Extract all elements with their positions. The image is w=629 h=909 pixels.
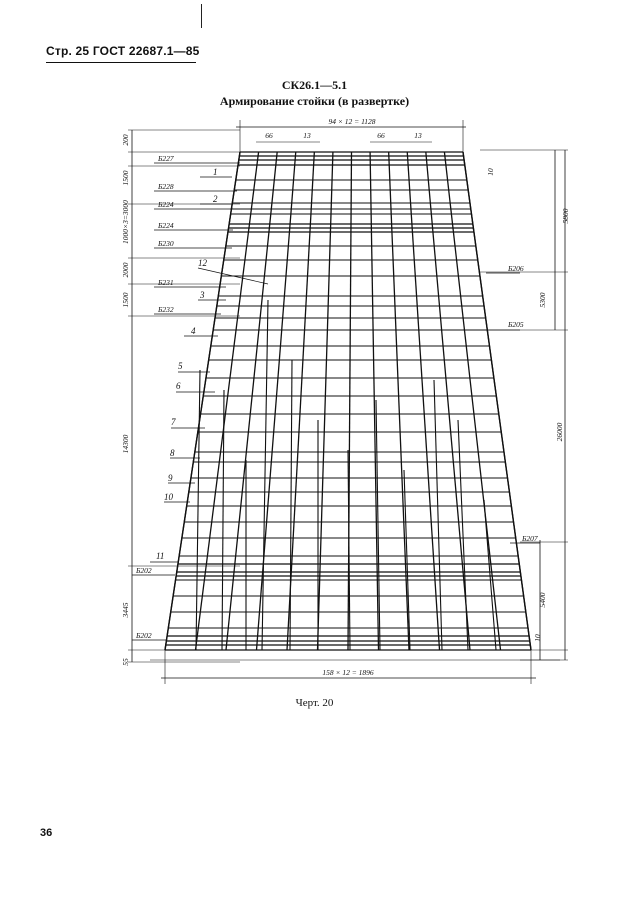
bar-label-b202a: Б202 xyxy=(136,566,152,575)
bar-label-b224a: Б224 xyxy=(158,200,174,209)
position-8: 8 xyxy=(170,448,175,458)
longitudinal-bar xyxy=(370,152,378,650)
position-2: 2 xyxy=(213,194,218,204)
right-dim-10b: 10 xyxy=(533,634,542,642)
left-dim-2000: 2000 xyxy=(121,262,130,278)
bar-label-b206: Б206 xyxy=(508,264,524,273)
longitudinal-bar xyxy=(318,152,333,650)
page-number: 36 xyxy=(40,827,53,839)
longitudinal-bar xyxy=(426,152,470,650)
right-dim-5300: 5300 xyxy=(538,292,547,308)
additional-bar xyxy=(262,300,268,650)
figure-caption: Черт. 20 xyxy=(295,697,334,709)
top-spacing-label-4: 13 xyxy=(414,131,422,140)
longitudinal-bar xyxy=(165,152,240,650)
position-1: 1 xyxy=(213,167,218,177)
additional-bar xyxy=(434,380,442,650)
top-spacing-label-1: 66 xyxy=(265,131,273,140)
left-dim-200: 200 xyxy=(121,134,130,146)
reinforcement-grid xyxy=(165,152,531,650)
bar-label-b228: Б228 xyxy=(158,182,174,191)
longitudinal-bar xyxy=(444,152,500,650)
additional-bar xyxy=(484,500,496,650)
position-9: 9 xyxy=(168,473,173,483)
position-7: 7 xyxy=(171,417,176,427)
bar-label-b207: Б207 xyxy=(522,534,538,543)
right-dim-10a: 10 xyxy=(486,168,495,176)
longitudinal-bar xyxy=(287,152,314,650)
bar-label-b227: Б227 xyxy=(158,154,174,163)
additional-bar xyxy=(196,370,200,650)
position-3: 3 xyxy=(200,290,205,300)
page-header: Стр. 25 ГОСТ 22687.1—85 xyxy=(46,44,200,58)
bar-label-b232: Б232 xyxy=(158,305,174,314)
position-11: 11 xyxy=(156,551,165,561)
position-12: 12 xyxy=(198,258,207,268)
position-4: 4 xyxy=(191,326,196,336)
left-dim-3445: 3445 xyxy=(121,602,130,618)
left-dim-55: 55 xyxy=(121,658,130,666)
position-6: 6 xyxy=(176,381,181,391)
top-spacing-label-2: 13 xyxy=(303,131,311,140)
longitudinal-bar xyxy=(226,152,277,650)
longitudinal-bar xyxy=(196,152,259,650)
bar-label-b202b: Б202 xyxy=(136,631,152,640)
additional-bar xyxy=(290,360,292,650)
bottom-dimension-label: 158 × 12 = 1896 xyxy=(322,668,374,677)
right-dim-5400: 5400 xyxy=(538,592,547,608)
longitudinal-bar xyxy=(257,152,296,650)
bar-label-b231: Б231 xyxy=(158,278,174,287)
bar-label-b205: Б205 xyxy=(508,320,524,329)
left-dim-1500a: 1500 xyxy=(121,170,130,186)
longitudinal-bar xyxy=(389,152,409,650)
bar-label-b224b: Б224 xyxy=(158,221,174,230)
right-dim-5800: 5800 xyxy=(561,208,570,224)
right-dim-26000: 26000 xyxy=(555,422,564,442)
left-dim-1500b: 1500 xyxy=(121,292,130,308)
bar-label-b230: Б230 xyxy=(158,239,174,248)
left-dim-14300: 14300 xyxy=(121,434,130,454)
top-dimension-label: 94 × 12 = 1128 xyxy=(328,117,376,126)
top-spacing-label-3: 66 xyxy=(377,131,385,140)
left-dim-3000: 1000×3=3000 xyxy=(121,200,130,244)
drawing-mark: СК26.1—5.1 xyxy=(281,78,348,92)
position-10: 10 xyxy=(164,492,173,502)
longitudinal-bar xyxy=(463,152,531,650)
position-5: 5 xyxy=(178,361,183,371)
drawing-title: Армирование стойки (в развертке) xyxy=(219,94,410,108)
